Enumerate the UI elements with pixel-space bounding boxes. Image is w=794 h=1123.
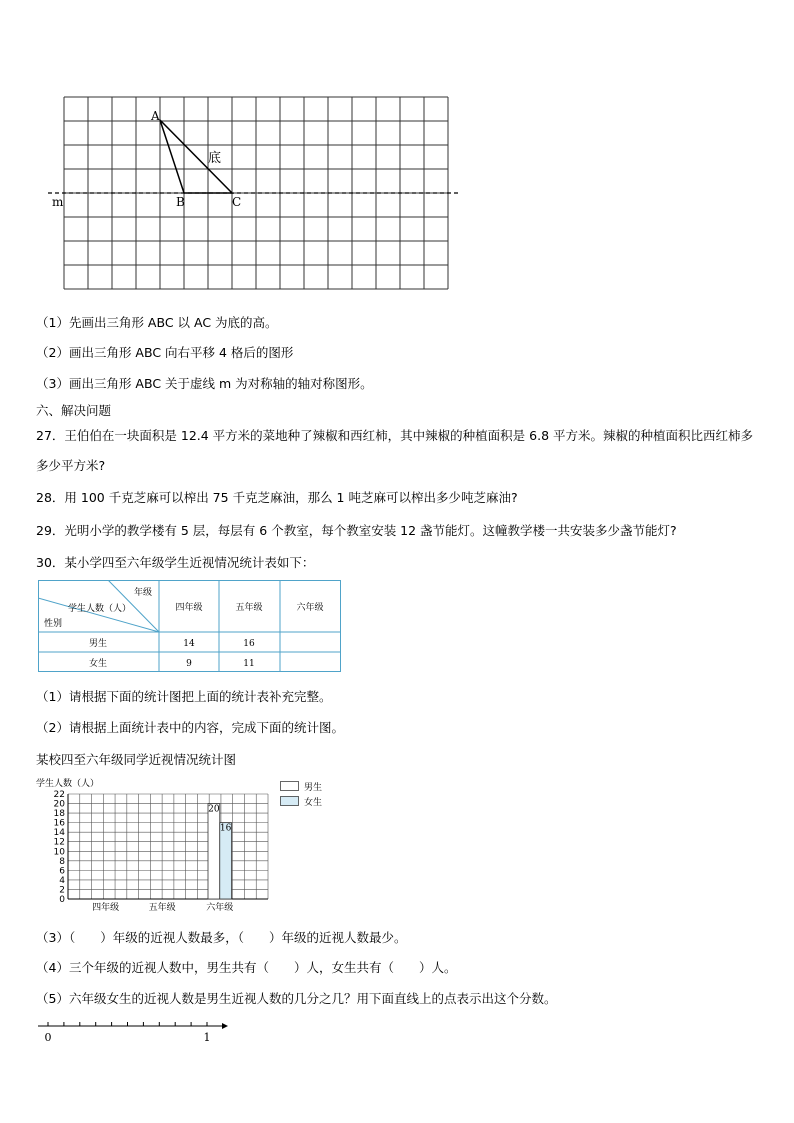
chart-y-tick-label: 22 bbox=[53, 790, 65, 800]
number-line-zero: 0 bbox=[44, 1031, 52, 1044]
chart-x-tick-label: 五年级 bbox=[148, 903, 176, 913]
table-cell: 16 bbox=[243, 639, 255, 649]
table-corner-gender: 性别 bbox=[44, 619, 63, 629]
number-line bbox=[36, 1018, 236, 1048]
number-line-arrow-icon bbox=[222, 1023, 228, 1029]
table-corner-count: 学生人数（人） bbox=[68, 604, 132, 614]
vertex-a-label: A bbox=[151, 109, 160, 123]
q30-sub-4: （4）三个年级的近视人数中，男生共有（ ）人，女生共有（ ）人。 bbox=[36, 960, 457, 975]
q26-item-1: （1）先画出三角形 ABC 以 AC 为底的高。 bbox=[36, 315, 278, 330]
chart-x-tick-label: 四年级 bbox=[92, 903, 120, 913]
bar-female bbox=[220, 823, 232, 899]
question-27: 27．王伯伯在一块面积是 12.4 平方米的菜地种了辣椒和西红柿，其中辣椒的种植面积是 6.8 平方米。辣椒的种植面积比西红柿多多少平方米? bbox=[36, 428, 754, 473]
question-30: 30．某小学四至六年级学生近视情况统计表如下： bbox=[36, 555, 315, 570]
chart-y-tick-label: 20 bbox=[53, 799, 65, 810]
chart-bars bbox=[208, 804, 232, 899]
table-header-grade5: 五年级 bbox=[235, 603, 263, 613]
chart-y-tick-label: 14 bbox=[53, 828, 65, 839]
table-row-label-male: 男生 bbox=[88, 639, 108, 649]
section-6-title: 六、解决问题 bbox=[36, 403, 112, 418]
chart-y-axis-label: 学生人数（人） bbox=[36, 779, 100, 789]
triangle-abc bbox=[160, 120, 232, 193]
table-cell: 14 bbox=[183, 639, 195, 649]
question-29: 29．光明小学的教学楼有 5 层，每层有 6 个教室，每个教室安装 12 盏节能灯。这幢教学楼一共安装多少盏节能灯? bbox=[36, 523, 677, 538]
base-label: 底 bbox=[208, 151, 222, 166]
bar-value-label: 20 bbox=[208, 804, 220, 815]
legend-male-label: 男生 bbox=[304, 783, 323, 793]
chart-y-tick-label: 8 bbox=[59, 856, 65, 867]
chart-y-tick-label: 18 bbox=[53, 809, 65, 820]
table-cell: 11 bbox=[243, 659, 255, 669]
legend-male-swatch bbox=[281, 782, 299, 791]
chart-x-tick-label: 六年级 bbox=[206, 903, 234, 913]
table-header-grade4: 四年级 bbox=[175, 603, 203, 613]
axis-m-label: m bbox=[52, 195, 64, 209]
chart-y-tick-label: 6 bbox=[59, 866, 65, 877]
legend-female-swatch bbox=[281, 797, 299, 806]
chart-x-ticks bbox=[92, 901, 233, 913]
chart-title: 某校四至六年级同学近视情况统计图 bbox=[36, 752, 237, 767]
chart-y-tick-label: 10 bbox=[53, 847, 65, 858]
chart-y-tick-label: 2 bbox=[59, 885, 65, 896]
legend-female-label: 女生 bbox=[304, 798, 323, 808]
vertex-c-label: C bbox=[232, 195, 242, 209]
q30-sub-2: （2）请根据上面统计表中的内容，完成下面的统计图。 bbox=[36, 720, 344, 735]
chart-y-ticks bbox=[54, 790, 66, 905]
chart-grid bbox=[68, 794, 268, 899]
table-cell: 9 bbox=[186, 659, 192, 669]
bar-male bbox=[208, 804, 220, 899]
number-line-ticks[interactable] bbox=[48, 1022, 207, 1026]
chart-y-tick-label: 4 bbox=[59, 875, 65, 886]
table-row-label-female: 女生 bbox=[88, 659, 108, 669]
vertex-b-label: B bbox=[176, 195, 185, 209]
number-line-one: 1 bbox=[203, 1031, 211, 1044]
question-28: 28．用 100 千克芝麻可以榨出 75 千克芝麻油，那么 1 吨芝麻可以榨出多少吨芝麻油? bbox=[36, 490, 518, 505]
chart-legend bbox=[280, 780, 340, 810]
q26-item-3: （3）画出三角形 ABC 关于虚线 m 为对称轴的轴对称图形。 bbox=[36, 376, 373, 391]
q30-sub-3: （3）（ ）年级的近视人数最多，（ ）年级的近视人数最少。 bbox=[36, 930, 407, 945]
chart-y-tick-label: 12 bbox=[53, 837, 65, 848]
q30-sub-5: （5）六年级女生的近视人数是男生近视人数的几分之几？用下面直线上的点表示出这个分数。 bbox=[36, 991, 557, 1006]
grid-figure bbox=[40, 88, 470, 298]
chart-y-tick-label: 0 bbox=[59, 895, 65, 905]
chart-y-tick-label: 16 bbox=[53, 818, 65, 829]
stats-table bbox=[38, 580, 342, 673]
table-header-grade6: 六年级 bbox=[296, 603, 324, 613]
bar-value-label: 16 bbox=[219, 823, 232, 834]
table-corner-grade: 年级 bbox=[134, 588, 153, 598]
q30-sub-1: （1）请根据下面的统计图把上面的统计表补充完整。 bbox=[36, 689, 332, 704]
q26-item-2: （2）画出三角形 ABC 向右平移 4 格后的图形 bbox=[36, 345, 294, 360]
